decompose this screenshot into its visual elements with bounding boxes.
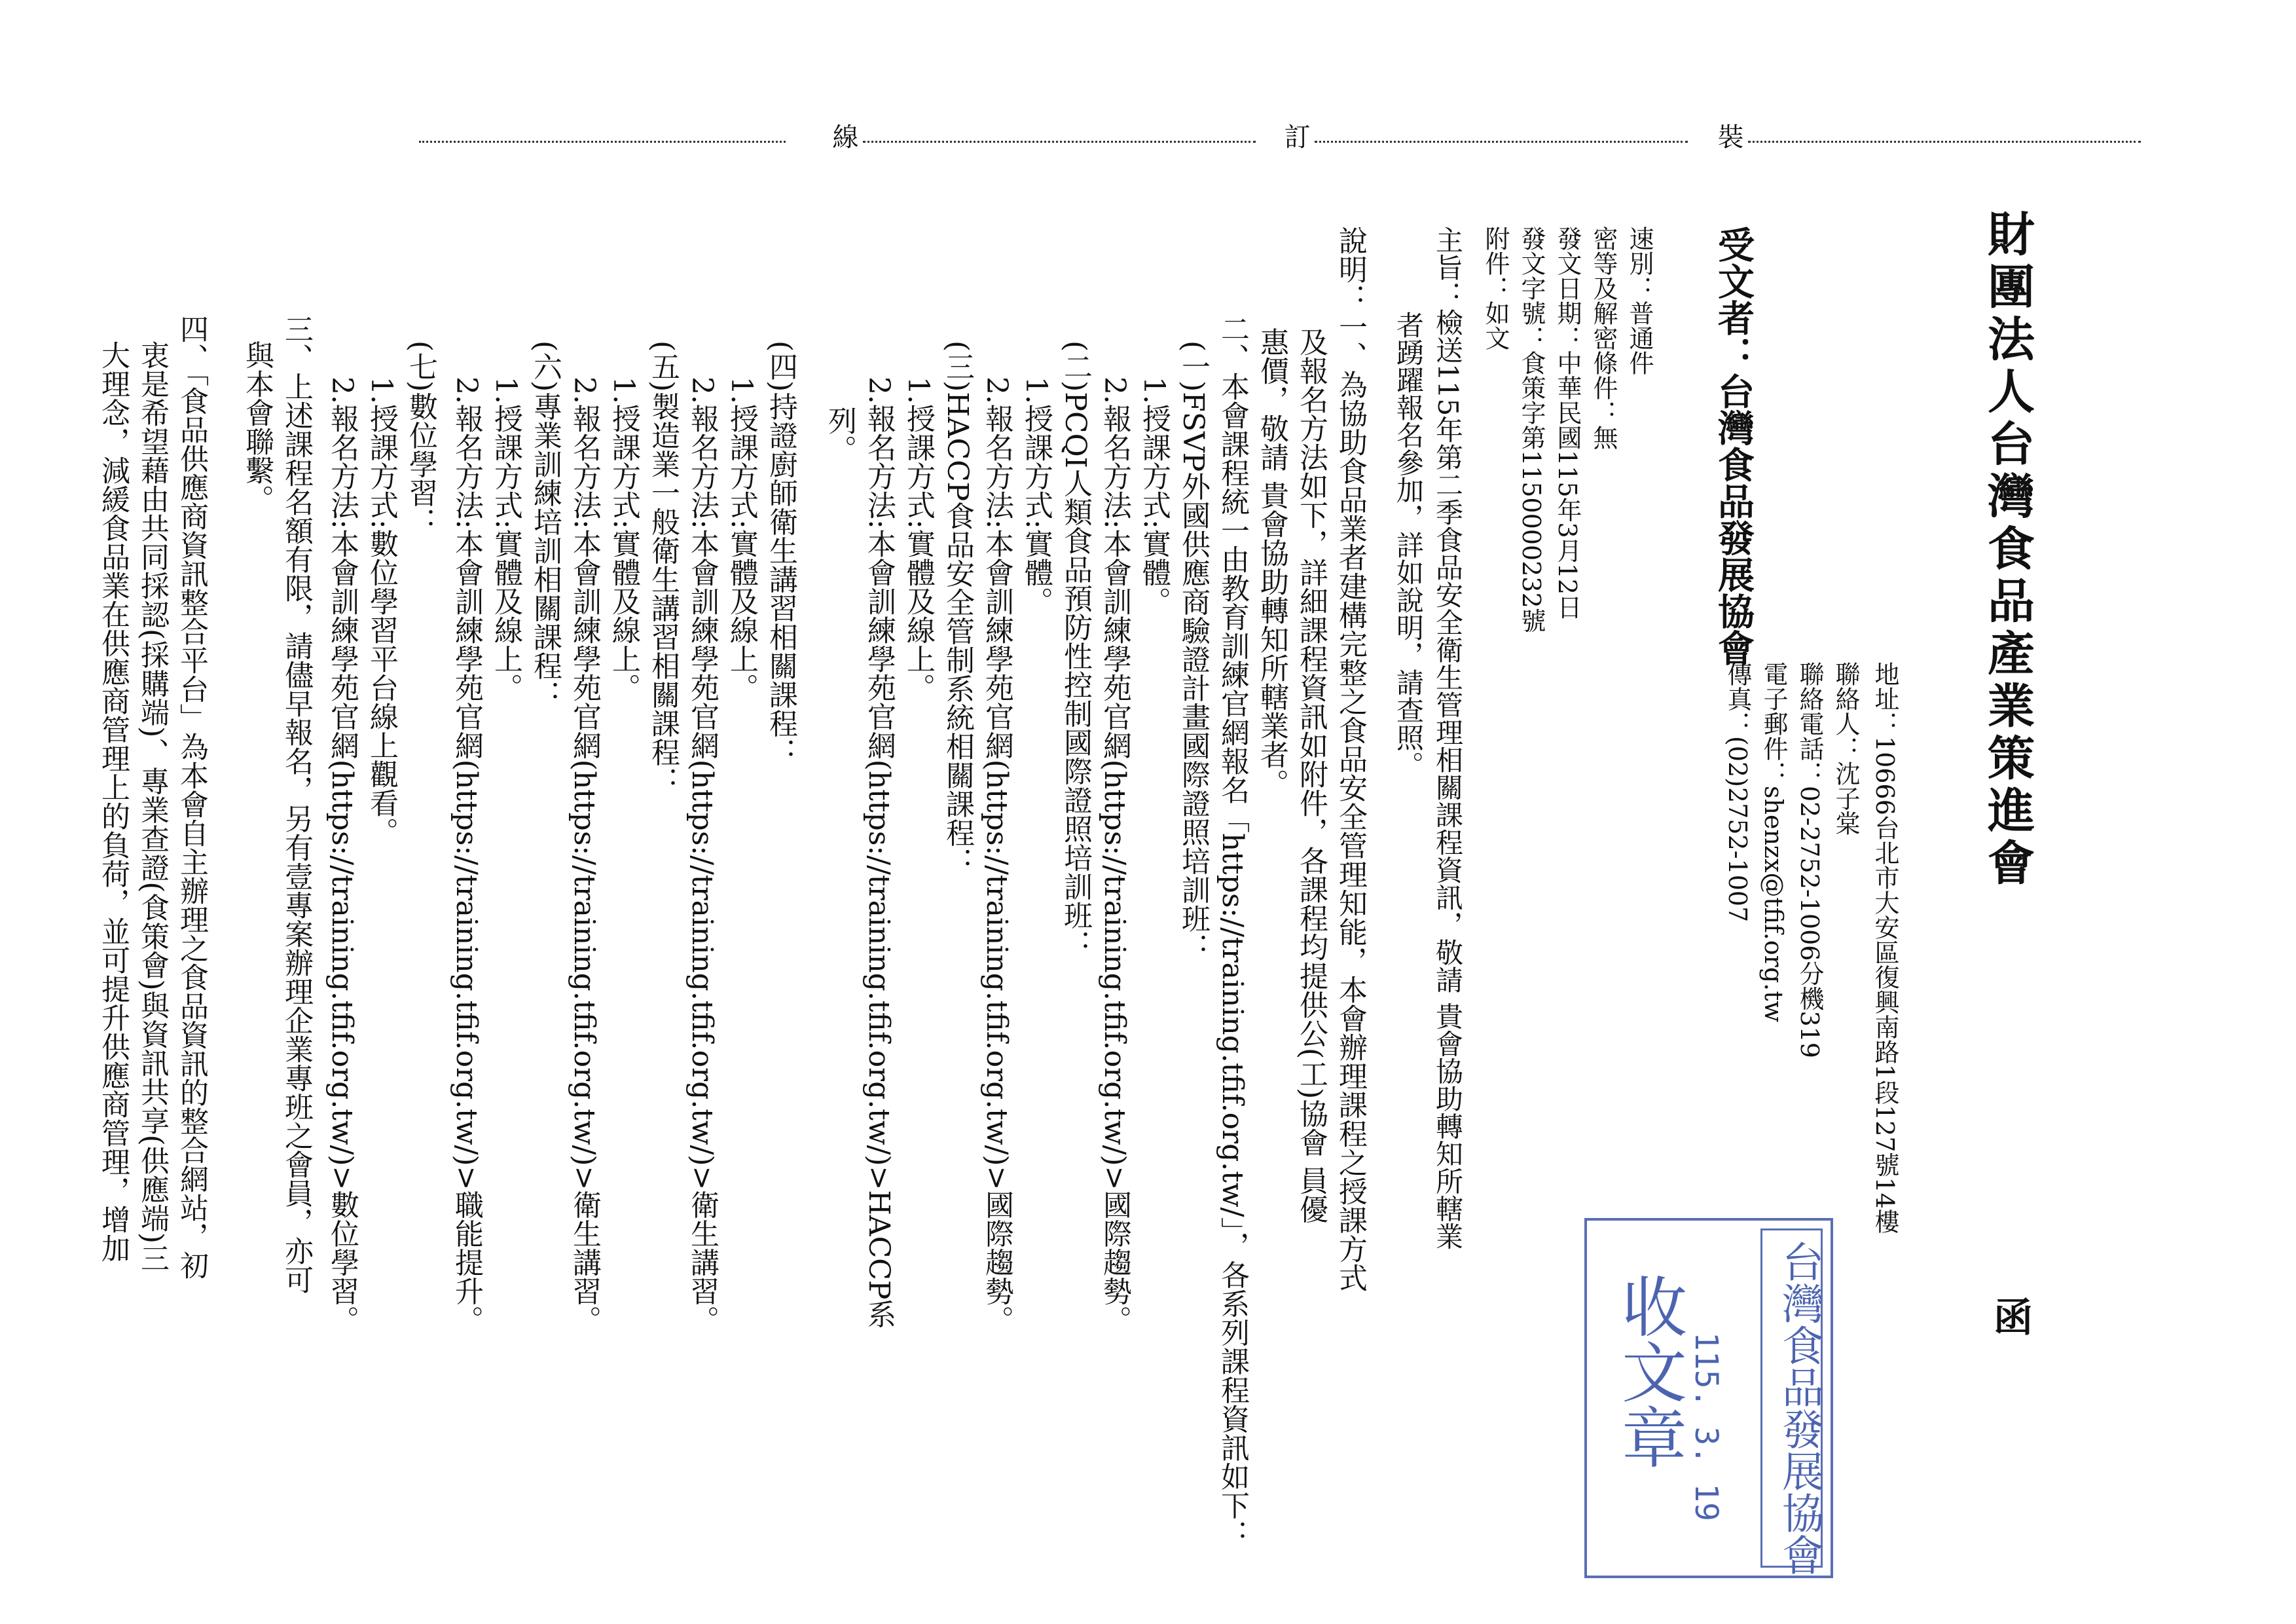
contact-email: 電子郵件：shenzx@tfif.org.tw (1759, 661, 1788, 1023)
meta-date: 發文日期：中華民國115年3月12日 (1553, 226, 1582, 620)
body-line: 1.授課方式:實體及線上。 (902, 377, 935, 702)
contact-fax: 傳真：(02)2752-1007 (1723, 661, 1752, 923)
subject-line: 主旨：檢送115年第二季食品安全衛生管理相關課程資訊，敬請 貴會協助轉知所轄業 (1432, 226, 1464, 1250)
body-line: 1.授課方式:實體。 (1137, 377, 1171, 616)
body-line: 2.報名方法:本會訓練學苑官網(https://training.tfif.org.tw/)>數位學習。 (325, 377, 359, 1335)
body-line: 1.授課方式:實體及線上。 (725, 377, 758, 702)
body-line: 四、「食品供應商資訊整合平台」為本會自主辦理之食品資訊的整合網站，初 (175, 314, 208, 1280)
body-line: 1.授課方式:實體及線上。 (489, 377, 522, 702)
body-line: (七)數位學習： (404, 341, 437, 536)
body-line: 2.報名方法:本會訓練學苑官網(https://training.tfif.org.tw/)>HACCP系 (862, 377, 896, 1329)
org-title: 財團法人台灣食品產業策進會 (1980, 210, 2035, 891)
binding-line-segment (419, 141, 786, 143)
meta-attachment: 附件：如文 (1481, 226, 1510, 350)
body-line: (四)持證廚師衛生講習相關課程： (764, 341, 797, 767)
body-line: 2.報名方法:本會訓練學苑官網(https://training.tfif.org.tw/)>衛生講習。 (568, 377, 601, 1335)
stamp-org: 台灣食品發展協會 (1775, 1240, 1823, 1576)
body-line: 三、上述課程名額有限，請儘早報名，另有壹專案辦理企業專班之會員，亦可 (280, 314, 313, 1294)
binding-line-segment (863, 141, 1256, 143)
body-line: 及報名方法如下，詳細課程資訊如附件，各課程均提供公(工)協會 員優 (1294, 327, 1328, 1224)
body-line: (一)FSVP外國供應商驗證計畫國際證照培訓班： (1176, 341, 1210, 962)
body-line: 2.報名方法:本會訓練學苑官網(https://training.tfif.org.tw/)>衛生講習。 (685, 377, 719, 1335)
binding-mark-zhuang: 裝 (1713, 123, 1743, 149)
meta-secrecy: 密等及解密條件：無 (1589, 226, 1618, 450)
body-line: 二、本會課程統一由教育訓練官網報名「https://training.tfif.org.tw/」，各系列課程資訊如下： (1216, 314, 1249, 1549)
recipient: 受文者：台灣食品發展協會 (1712, 226, 1755, 666)
subject-line: 者踴躍報名參加，詳如說明，請查照。 (1393, 311, 1425, 779)
body-line: (六)專業訓練培訓相關課程： (528, 341, 562, 709)
body-line: 1.授課方式:數位學習平台線上觀看。 (365, 377, 398, 846)
body-line: 與本會聯繫。 (240, 341, 274, 513)
body-line: 說明：一、為協助食品業者建構完整之食品安全管理知能，本會辦理課程之授課方式 (1334, 226, 1367, 1292)
body-line: 2.報名方法:本會訓練學苑官網(https://training.tfif.org.tw/)>國際趨勢。 (980, 377, 1013, 1335)
body-line: (二)PCQI人類食品預防性控制國際證照培訓班： (1059, 341, 1092, 959)
stamp-date: 115. 3. 19 (1688, 1332, 1724, 1521)
body-line: 2.報名方法:本會訓練學苑官網(https://training.tfif.org.tw/)>國際趨勢。 (1098, 377, 1131, 1335)
contact-person: 聯絡人：沈子棠 (1831, 661, 1860, 836)
body-line: (五)製造業一般衛生講習相關課程： (646, 341, 680, 796)
binding-mark-ding: 訂 (1280, 123, 1310, 149)
body-line: 惠價，敬請 貴會協助轉知所轄業者。 (1255, 327, 1288, 798)
meta-speed: 速別：普通件 (1625, 226, 1654, 375)
body-line: 2.報名方法:本會訓練學苑官網(https://training.tfif.org.tw/)>職能提升。 (450, 377, 483, 1335)
received-stamp (1584, 1218, 1833, 1578)
body-line: 列。 (823, 406, 856, 464)
body-line: 1.授課方式:實體。 (1019, 377, 1053, 616)
body-line: 大理念，減緩食品業在供應商管理上的負荷，並可提升供應商管理，增加 (96, 341, 130, 1263)
doc-type: 函 (1987, 1297, 2033, 1336)
body-line: (三)HACCP食品安全管制系統相關課程： (941, 341, 974, 876)
binding-mark-xian: 線 (828, 123, 858, 149)
contact-address: 地址：10666台北市大安區復興南路1段127號14樓 (1870, 661, 1899, 1234)
body-line: 衷是希望藉由共同採認(採購端)、專業查證(食策會)與資訊共享(供應端)三 (136, 341, 169, 1272)
body-line: 1.授課方式:實體及線上。 (607, 377, 640, 702)
meta-number: 發文字號：食策字第1150000232號 (1517, 226, 1546, 633)
contact-phone: 聯絡電話：02-2752-1006分機319 (1795, 661, 1824, 1058)
binding-line-segment (1748, 141, 2141, 143)
stamp-label: 收文章 (1611, 1273, 1687, 1469)
binding-line-segment (1315, 141, 1688, 143)
